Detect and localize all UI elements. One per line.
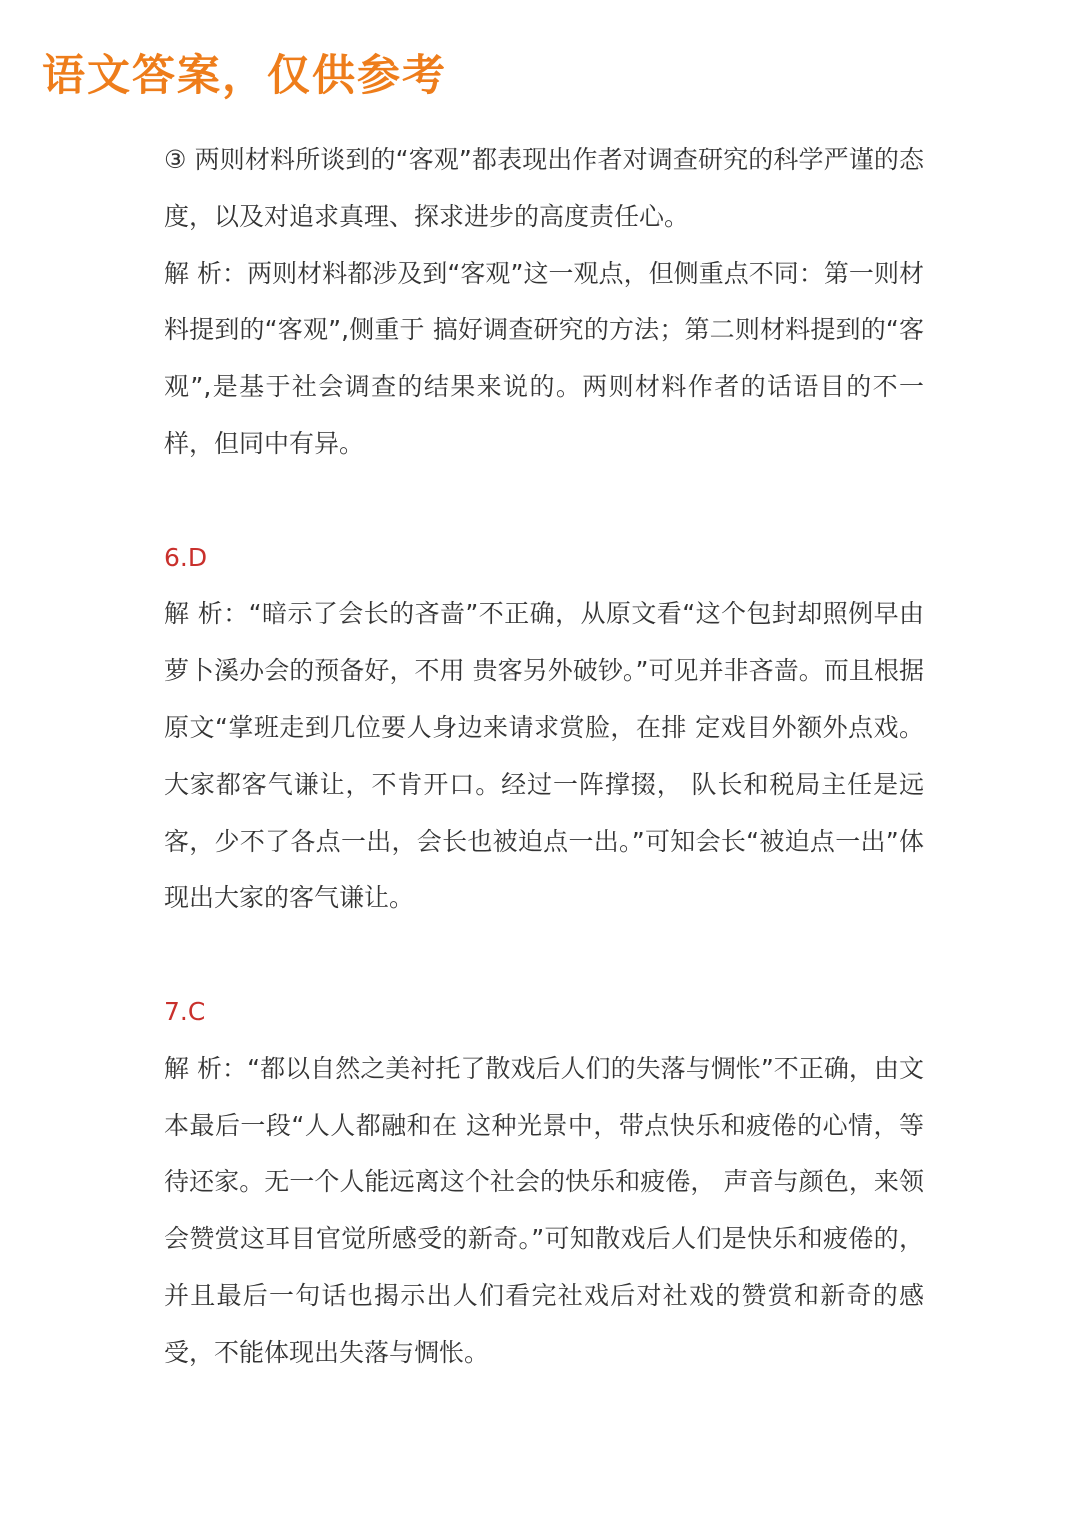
spacer [164,473,924,530]
analysis-paragraph: 解 析：“暗示了会长的吝啬”不正确，从原文看“这个包封却照例早由萝卜溪办会的预备好，不用 贵客另外破钞。”可见并非吝啬。而且根据原文“掌班走到几位要人身边来请求赏脸，在排 定戏目外额外点戏。大家都客气谦让，不肯开口。经过一阵撑掇， 队长和税局主任是远客，少不了各点一出，会长也被迫点一出。”可知会长“被迫点一出”体现出大家的客气谦让。 [164,599,924,913]
question-number: 6.D [164,542,208,572]
question-number: 7.C [164,996,206,1026]
answer-content [164,132,924,1382]
analysis-paragraph: 解 析：两则材料都涉及到“客观”这一观点，但侧重点不同：第一则材料提到的“客观”,侧重于 搞好调查研究的方法；第二则材料提到的“客观”,是基于社会调查的结果来说的。两则材料作者的话语目的不一样，但同中有异。 [164,258,924,458]
spacer [164,927,924,984]
page-title: 语文答案，仅供参考 [42,51,447,101]
analysis-paragraph: 解 析：“都以自然之美衬托了散戏后人们的失落与惆怅”不正确，由文本最后一段“人人都融和在 这种光景中，带点快乐和疲倦的心情，等待还家。无一个人能远离这个社会的快乐和疲倦， 声音与颜色，来领会赞赏这耳目官觉所感受的新奇。”可知散戏后人们是快乐和疲倦的，并且最后一句话也揭示出人们看完社戏后对社戏的赞赏和新奇的感受，不能体现出失落与惆怅。 [164,1053,924,1367]
answer-paragraph: ③ 两则材料所谈到的“客观”都表现出作者对调查研究的科学严谨的态度，以及对追求真理、探求进步的高度责任心。 [164,145,924,231]
